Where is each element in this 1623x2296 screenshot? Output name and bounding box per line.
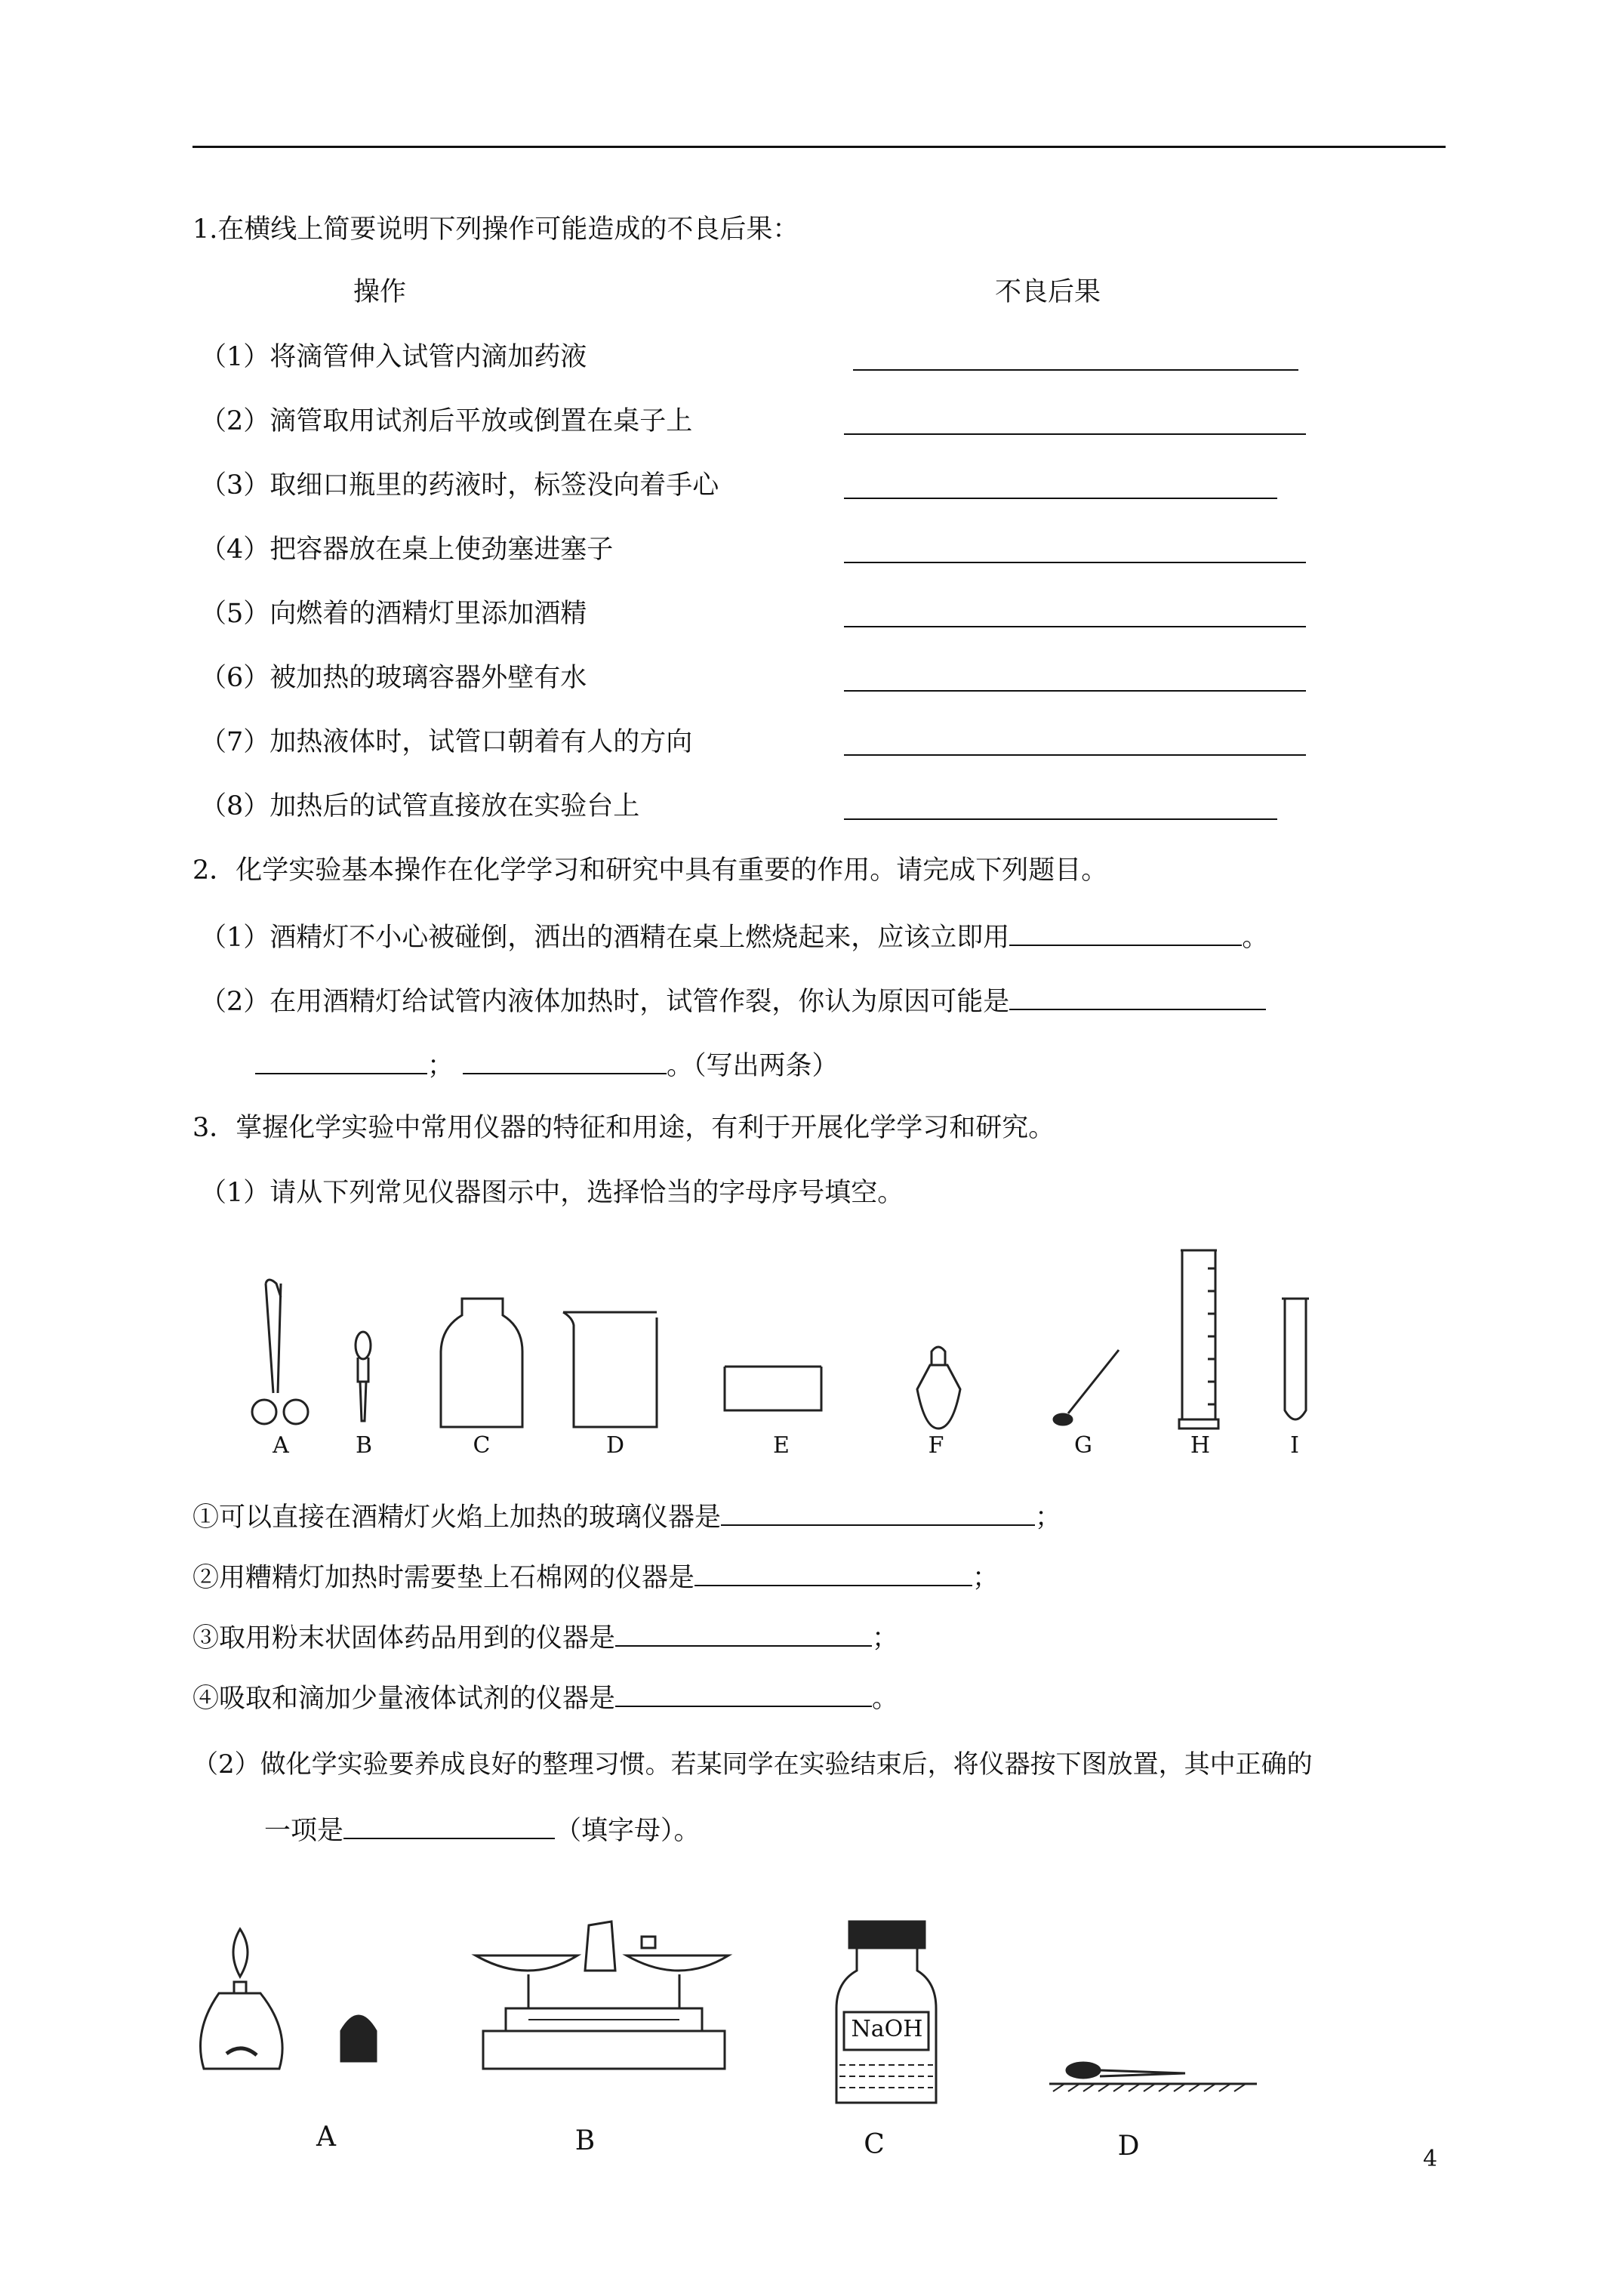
q1-item-3: （3）取细口瓶里的药液时，标签没向着手心 (200, 470, 719, 501)
q3-part2-end: （填字母）。 (555, 1816, 701, 1846)
q1-item-5: （5）向燃着的酒精灯里添加酒精 (200, 599, 587, 629)
q2-part1-end: 。 (1242, 923, 1269, 953)
naoh-bottle-label: NaOH (851, 2016, 923, 2042)
figure-label-d: D (1117, 2131, 1140, 2162)
q2-part2-sep: ； (427, 1051, 454, 1081)
figure-label-b: B (574, 2125, 596, 2156)
instrument-label-c: C (473, 1432, 491, 1459)
lamp-cap-icon (341, 2016, 376, 2061)
q3-sub2-text: ②用糟精灯加热时需要垫上石棉网的仪器是 (192, 1563, 695, 1593)
q3-part2: （2）做化学实验要养成良好的整理习惯。若某同学在实验结束后，将仪器按下图放置，其中正确的 (192, 1749, 1313, 1780)
page-number: 4 (1423, 2146, 1438, 2172)
q3-sub1-text: ①可以直接在酒精灯火焰上加热的玻璃仪器是 (192, 1502, 722, 1533)
q1-item-7: （7）加热液体时，试管口朝着有人的方向 (200, 727, 693, 757)
figure-label-a: A (316, 2122, 336, 2153)
q2-title: 2．化学实验基本操作在化学学习和研究中具有重要的作用。请完成下列题目。 (192, 855, 1108, 886)
q3-part1: （1）请从下列常见仪器图示中，选择恰当的字母序号填空。 (200, 1178, 904, 1208)
balance-scale-icon (476, 1922, 728, 2069)
lit-alcohol-lamp-icon (201, 1929, 283, 2069)
q1-item-2: （2）滴管取用试剂后平放或倒置在桌子上 (200, 406, 693, 436)
figure-label-c: C (864, 2129, 885, 2160)
q1-col-operation: 操作 (353, 277, 407, 307)
flat-dropper-icon (1049, 2063, 1257, 2091)
q3-sub2-end: ； (972, 1563, 999, 1593)
q3-sub1-end: ； (1035, 1502, 1062, 1533)
instrument-label-e: E (773, 1432, 790, 1459)
q2-part2-text: （2）在用酒精灯给试管内液体加热时，试管作裂，你认为原因可能是 (200, 987, 1010, 1017)
q3-part2-cont-text: 一项是 (264, 1816, 344, 1846)
q3-sub4-text: ④吸取和滴加少量液体试剂的仪器是 (192, 1684, 616, 1714)
q3-sub4-end: 。 (872, 1684, 899, 1714)
instrument-label-h: H (1190, 1432, 1211, 1459)
q1-item-6: （6）被加热的玻璃容器外壁有水 (200, 663, 587, 693)
q2-part1-text: （1）酒精灯不小心被碰倒，洒出的酒精在桌上燃烧起来，应该立即用 (200, 923, 1010, 953)
q1-title: 1.在横线上简要说明下列操作可能造成的不良后果： (192, 214, 799, 245)
q2-part2-end: 。（写出两条） (667, 1051, 839, 1081)
instrument-label-g: G (1074, 1432, 1092, 1459)
instrument-label-i: I (1290, 1432, 1299, 1459)
instrument-label-a: A (273, 1432, 289, 1459)
q3-sub3-end: ； (872, 1623, 899, 1653)
q3-title: 3．掌握化学实验中常用仪器的特征和用途，有利于开展化学学习和研究。 (192, 1113, 1055, 1143)
instrument-label-f: F (928, 1432, 944, 1459)
q3-sub3-text: ③取用粉末状固体药品用到的仪器是 (192, 1623, 616, 1653)
q1-item-8: （8）加热后的试管直接放在实验台上 (200, 791, 640, 821)
reagent-bottle-icon (836, 1922, 936, 2103)
q1-col-consequence: 不良后果 (995, 277, 1101, 307)
instrument-label-d: D (605, 1432, 625, 1459)
q1-item-1: （1）将滴管伸入试管内滴加药液 (200, 342, 587, 372)
instrument-label-b: B (355, 1432, 373, 1459)
q1-item-4: （4）把容器放在桌上使劲塞进塞子 (200, 535, 614, 565)
